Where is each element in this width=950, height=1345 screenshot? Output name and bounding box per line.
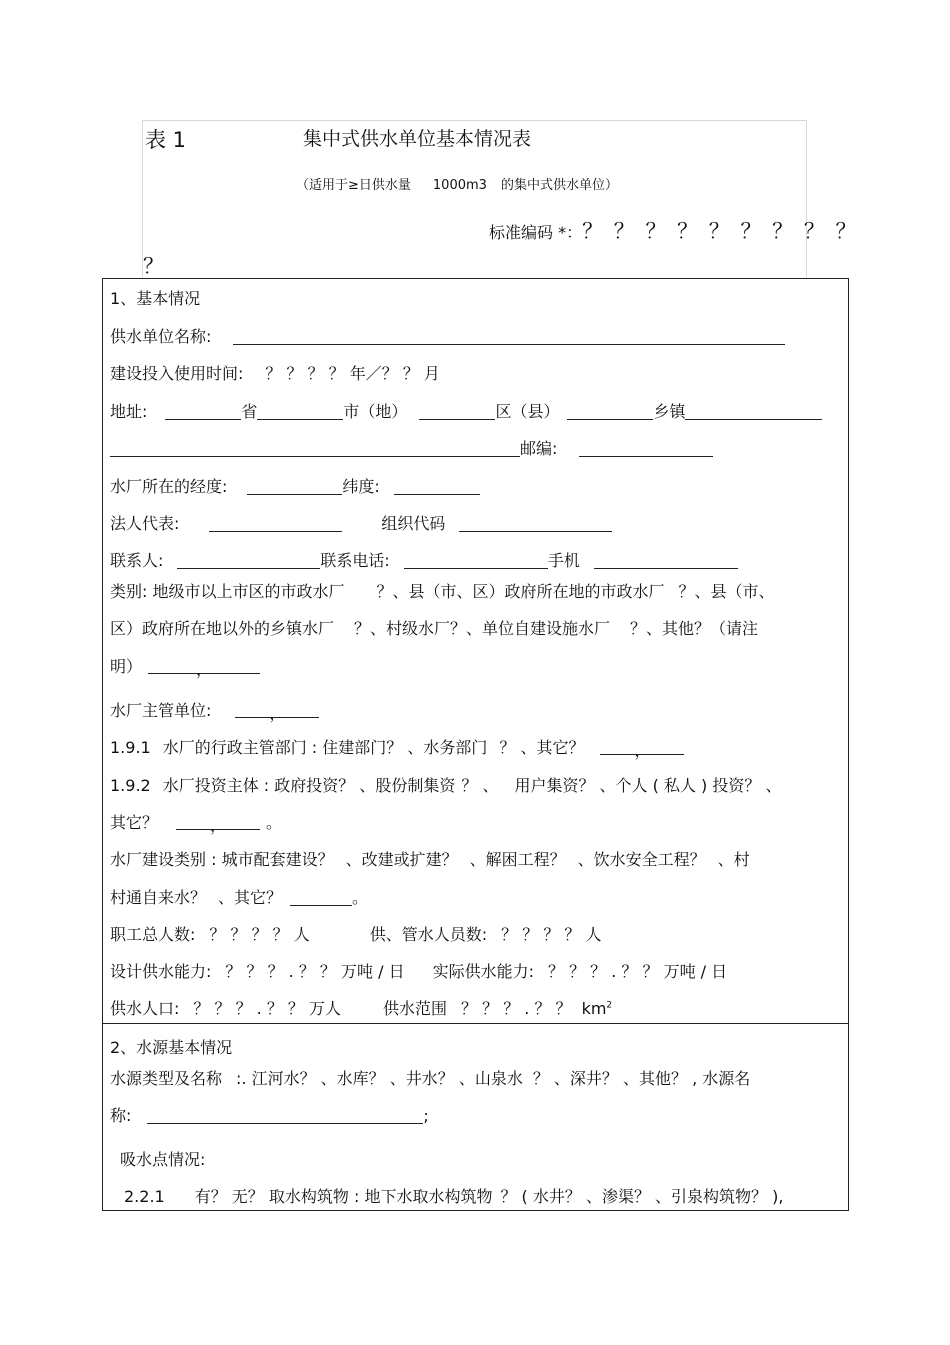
range-label: 供水范围 bbox=[383, 999, 448, 1018]
section-2-heading: 2、水源基本情况 bbox=[110, 1038, 233, 1057]
category-row-3 bbox=[110, 654, 260, 677]
latitude-field[interactable] bbox=[394, 478, 480, 495]
org-code-label: 组织代码 bbox=[381, 514, 446, 533]
range-unit-exponent: 2 bbox=[606, 1000, 613, 1011]
postcode-label: 邮编: bbox=[520, 439, 558, 458]
build-type-text: 水厂建设类别 : 城市配套建设？ bbox=[110, 850, 334, 869]
population-label: 供水人口: bbox=[110, 999, 180, 1018]
source-name-field[interactable] bbox=[147, 1107, 423, 1124]
authority-label: 水厂主管单位: bbox=[110, 701, 212, 720]
section-number: 1.9.2 bbox=[110, 776, 151, 795]
coordinates-row bbox=[110, 474, 480, 497]
comma-mark: ， bbox=[269, 704, 286, 723]
section-2-2-1 bbox=[124, 1184, 783, 1207]
county-field[interactable] bbox=[419, 403, 495, 420]
source-type-text: :. 江河水？ 、水库？ 、井水？ 、山泉水 bbox=[236, 1069, 523, 1088]
subtitle bbox=[296, 174, 618, 193]
city-label: 市（地） bbox=[343, 402, 408, 421]
actual-capacity-value[interactable]: ？ ？ ？ . ？ ？ 万吨 / 日 bbox=[547, 962, 728, 981]
investment-text: ？ 、 bbox=[461, 776, 499, 795]
build-time-value[interactable]: ？ ？ ？ ？ 年／？ ？ 月 bbox=[265, 364, 440, 383]
period-mark: 。 bbox=[266, 813, 283, 832]
source-type-row bbox=[110, 1066, 750, 1089]
mobile-label: 手机 bbox=[547, 551, 580, 570]
standard-code-wrap: ？ bbox=[143, 254, 164, 278]
category-row-1 bbox=[110, 579, 775, 602]
staff-value[interactable]: ？ ？ ？ ？ 人 bbox=[209, 925, 310, 944]
build-type-text: 、解困工程？ bbox=[469, 850, 566, 869]
longitude-field[interactable] bbox=[247, 478, 342, 495]
build-type-text: 、其它？ bbox=[218, 888, 283, 907]
source-name-label: 称: bbox=[110, 1106, 132, 1125]
address-row-2 bbox=[110, 436, 713, 459]
province-field[interactable] bbox=[165, 403, 241, 420]
section-1-9-2 bbox=[110, 773, 781, 796]
contact-field[interactable] bbox=[177, 552, 320, 569]
build-type-other-field[interactable] bbox=[290, 889, 352, 906]
build-type-text: 、饮水安全工程？ bbox=[577, 850, 706, 869]
build-type-text: 村通自来水？ bbox=[110, 888, 207, 907]
design-capacity-value[interactable]: ？ ？ ？ . ？ ？ 万吨 / 日 bbox=[225, 962, 405, 981]
admin-dept-other-field[interactable] bbox=[600, 738, 684, 760]
population-value[interactable]: ？ ？ ？ . ？ ？ 万人 bbox=[193, 999, 342, 1018]
contact-row bbox=[110, 548, 738, 571]
category-text: ？、其他？（请注 bbox=[630, 619, 759, 638]
actual-capacity-label: 实际供水能力: bbox=[432, 962, 534, 981]
town-field[interactable] bbox=[567, 403, 653, 420]
source-type-label: 水源类型及名称 bbox=[110, 1069, 223, 1088]
semicolon-mark: ; bbox=[423, 1106, 429, 1125]
section-1-heading: 1、基本情况 bbox=[110, 289, 201, 308]
capacity-row bbox=[110, 959, 727, 982]
contact-label: 联系人: bbox=[110, 551, 164, 570]
section-number: 1.9.1 bbox=[110, 738, 151, 757]
build-type-row-1 bbox=[110, 847, 750, 870]
comma-mark: ， bbox=[196, 660, 213, 679]
population-row bbox=[110, 996, 612, 1019]
address-label: 地址: bbox=[110, 402, 148, 421]
phone-label: 联系电话: bbox=[320, 551, 390, 570]
intake-text: 有？ 无？ 取水构筑物 : 地下水取水构筑物 bbox=[194, 1187, 493, 1206]
range-unit: km bbox=[581, 999, 607, 1018]
org-code-field[interactable] bbox=[459, 515, 612, 532]
category-text: 明） bbox=[110, 657, 143, 676]
admin-dept-text: 水厂的行政主管部门 : 住建部门？ 、水务部门 bbox=[162, 738, 488, 757]
comma-mark: ， bbox=[210, 816, 227, 835]
intake-text: ？ ( 水井？ 、渗渠？ 、引泉构筑物？ ), bbox=[500, 1187, 784, 1206]
legal-label: 法人代表: bbox=[110, 514, 180, 533]
latitude-label: 纬度: bbox=[342, 477, 380, 496]
investment-other-row bbox=[110, 810, 282, 833]
legal-field[interactable] bbox=[209, 515, 342, 532]
postcode-field[interactable] bbox=[579, 440, 713, 457]
category-text: ？、村级水厂？、单位自建设施水厂 bbox=[354, 619, 611, 638]
standard-code-value: ？ ？ ？ ？ ？ ？ ？ ？ ？ bbox=[582, 219, 859, 243]
intake-label: 吸水点情况: bbox=[120, 1150, 206, 1169]
subtitle-volume: 1000m3 bbox=[432, 178, 487, 193]
section-number: 2.2.1 bbox=[124, 1187, 165, 1206]
investment-text: 水厂投资主体 : 政府投资？ 、股份制集资 bbox=[162, 776, 456, 795]
admin-dept-text: ？ 、其它？ bbox=[499, 738, 585, 757]
table-number: 表 1 bbox=[145, 128, 187, 152]
supply-staff-label: 供、管水人员数: bbox=[369, 925, 488, 944]
standard-code bbox=[489, 215, 859, 245]
build-time-row bbox=[110, 361, 440, 384]
investment-other-field[interactable] bbox=[176, 813, 260, 835]
unit-name-label: 供水单位名称: bbox=[110, 327, 212, 346]
category-row-2 bbox=[110, 616, 758, 639]
unit-name-row bbox=[110, 324, 785, 347]
category-text: ？、县（市、 bbox=[678, 582, 775, 601]
address-detail-field[interactable] bbox=[110, 440, 520, 457]
investment-text: 用户集资？ 、个人 ( 私人 ) 投资？ 、 bbox=[514, 776, 782, 795]
town-detail-field[interactable] bbox=[685, 403, 822, 420]
source-type-text: ？ 、深井？ 、其他？ , 水源名 bbox=[532, 1069, 751, 1088]
build-type-row-2 bbox=[110, 885, 368, 908]
phone-field[interactable] bbox=[404, 552, 548, 569]
category-text: 区）政府所在地以外的乡镇水厂 bbox=[110, 619, 335, 638]
subtitle-part: （适用于≥日供水量 bbox=[296, 178, 411, 193]
staff-label: 职工总人数: bbox=[110, 925, 196, 944]
period-mark: 。 bbox=[352, 888, 369, 907]
section-divider bbox=[102, 1023, 849, 1024]
comma-mark: ， bbox=[634, 741, 651, 760]
staff-row bbox=[110, 922, 602, 945]
address-row bbox=[110, 399, 822, 422]
authority-field[interactable] bbox=[235, 701, 319, 723]
investment-text: 其它？ bbox=[110, 813, 159, 832]
design-capacity-label: 设计供水能力: bbox=[110, 962, 212, 981]
unit-name-field[interactable] bbox=[233, 328, 785, 345]
longitude-label: 水厂所在的经度: bbox=[110, 477, 228, 496]
mobile-field[interactable] bbox=[594, 552, 738, 569]
category-text: 类别: 地级市以上市区的市政水厂 bbox=[110, 582, 345, 601]
town-label: 乡镇 bbox=[653, 402, 686, 421]
legal-row bbox=[110, 511, 612, 534]
category-other-field[interactable] bbox=[148, 657, 260, 679]
province-label: 省 bbox=[241, 402, 258, 421]
standard-code-label: 标准编码 *： bbox=[489, 223, 583, 242]
section-1-9-1 bbox=[110, 735, 684, 758]
city-field[interactable] bbox=[257, 403, 343, 420]
build-type-text: 、改建或扩建？ bbox=[345, 850, 458, 869]
build-time-label: 建设投入使用时间: bbox=[110, 364, 244, 383]
supply-staff-value[interactable]: ？ ？ ？ ？ 人 bbox=[501, 925, 602, 944]
page-title: 集中式供水单位基本情况表 bbox=[303, 128, 532, 150]
source-name-row bbox=[110, 1103, 429, 1126]
subtitle-part: 的集中式供水单位） bbox=[500, 178, 618, 193]
authority-row bbox=[110, 698, 319, 721]
county-label: 区（县） bbox=[495, 402, 560, 421]
range-value[interactable]: ？ ？ ？ . ？ ？ bbox=[461, 999, 572, 1018]
category-text: ？、县（市、区）政府所在地的市政水厂 bbox=[376, 582, 665, 601]
build-type-text: 、村 bbox=[717, 850, 750, 869]
